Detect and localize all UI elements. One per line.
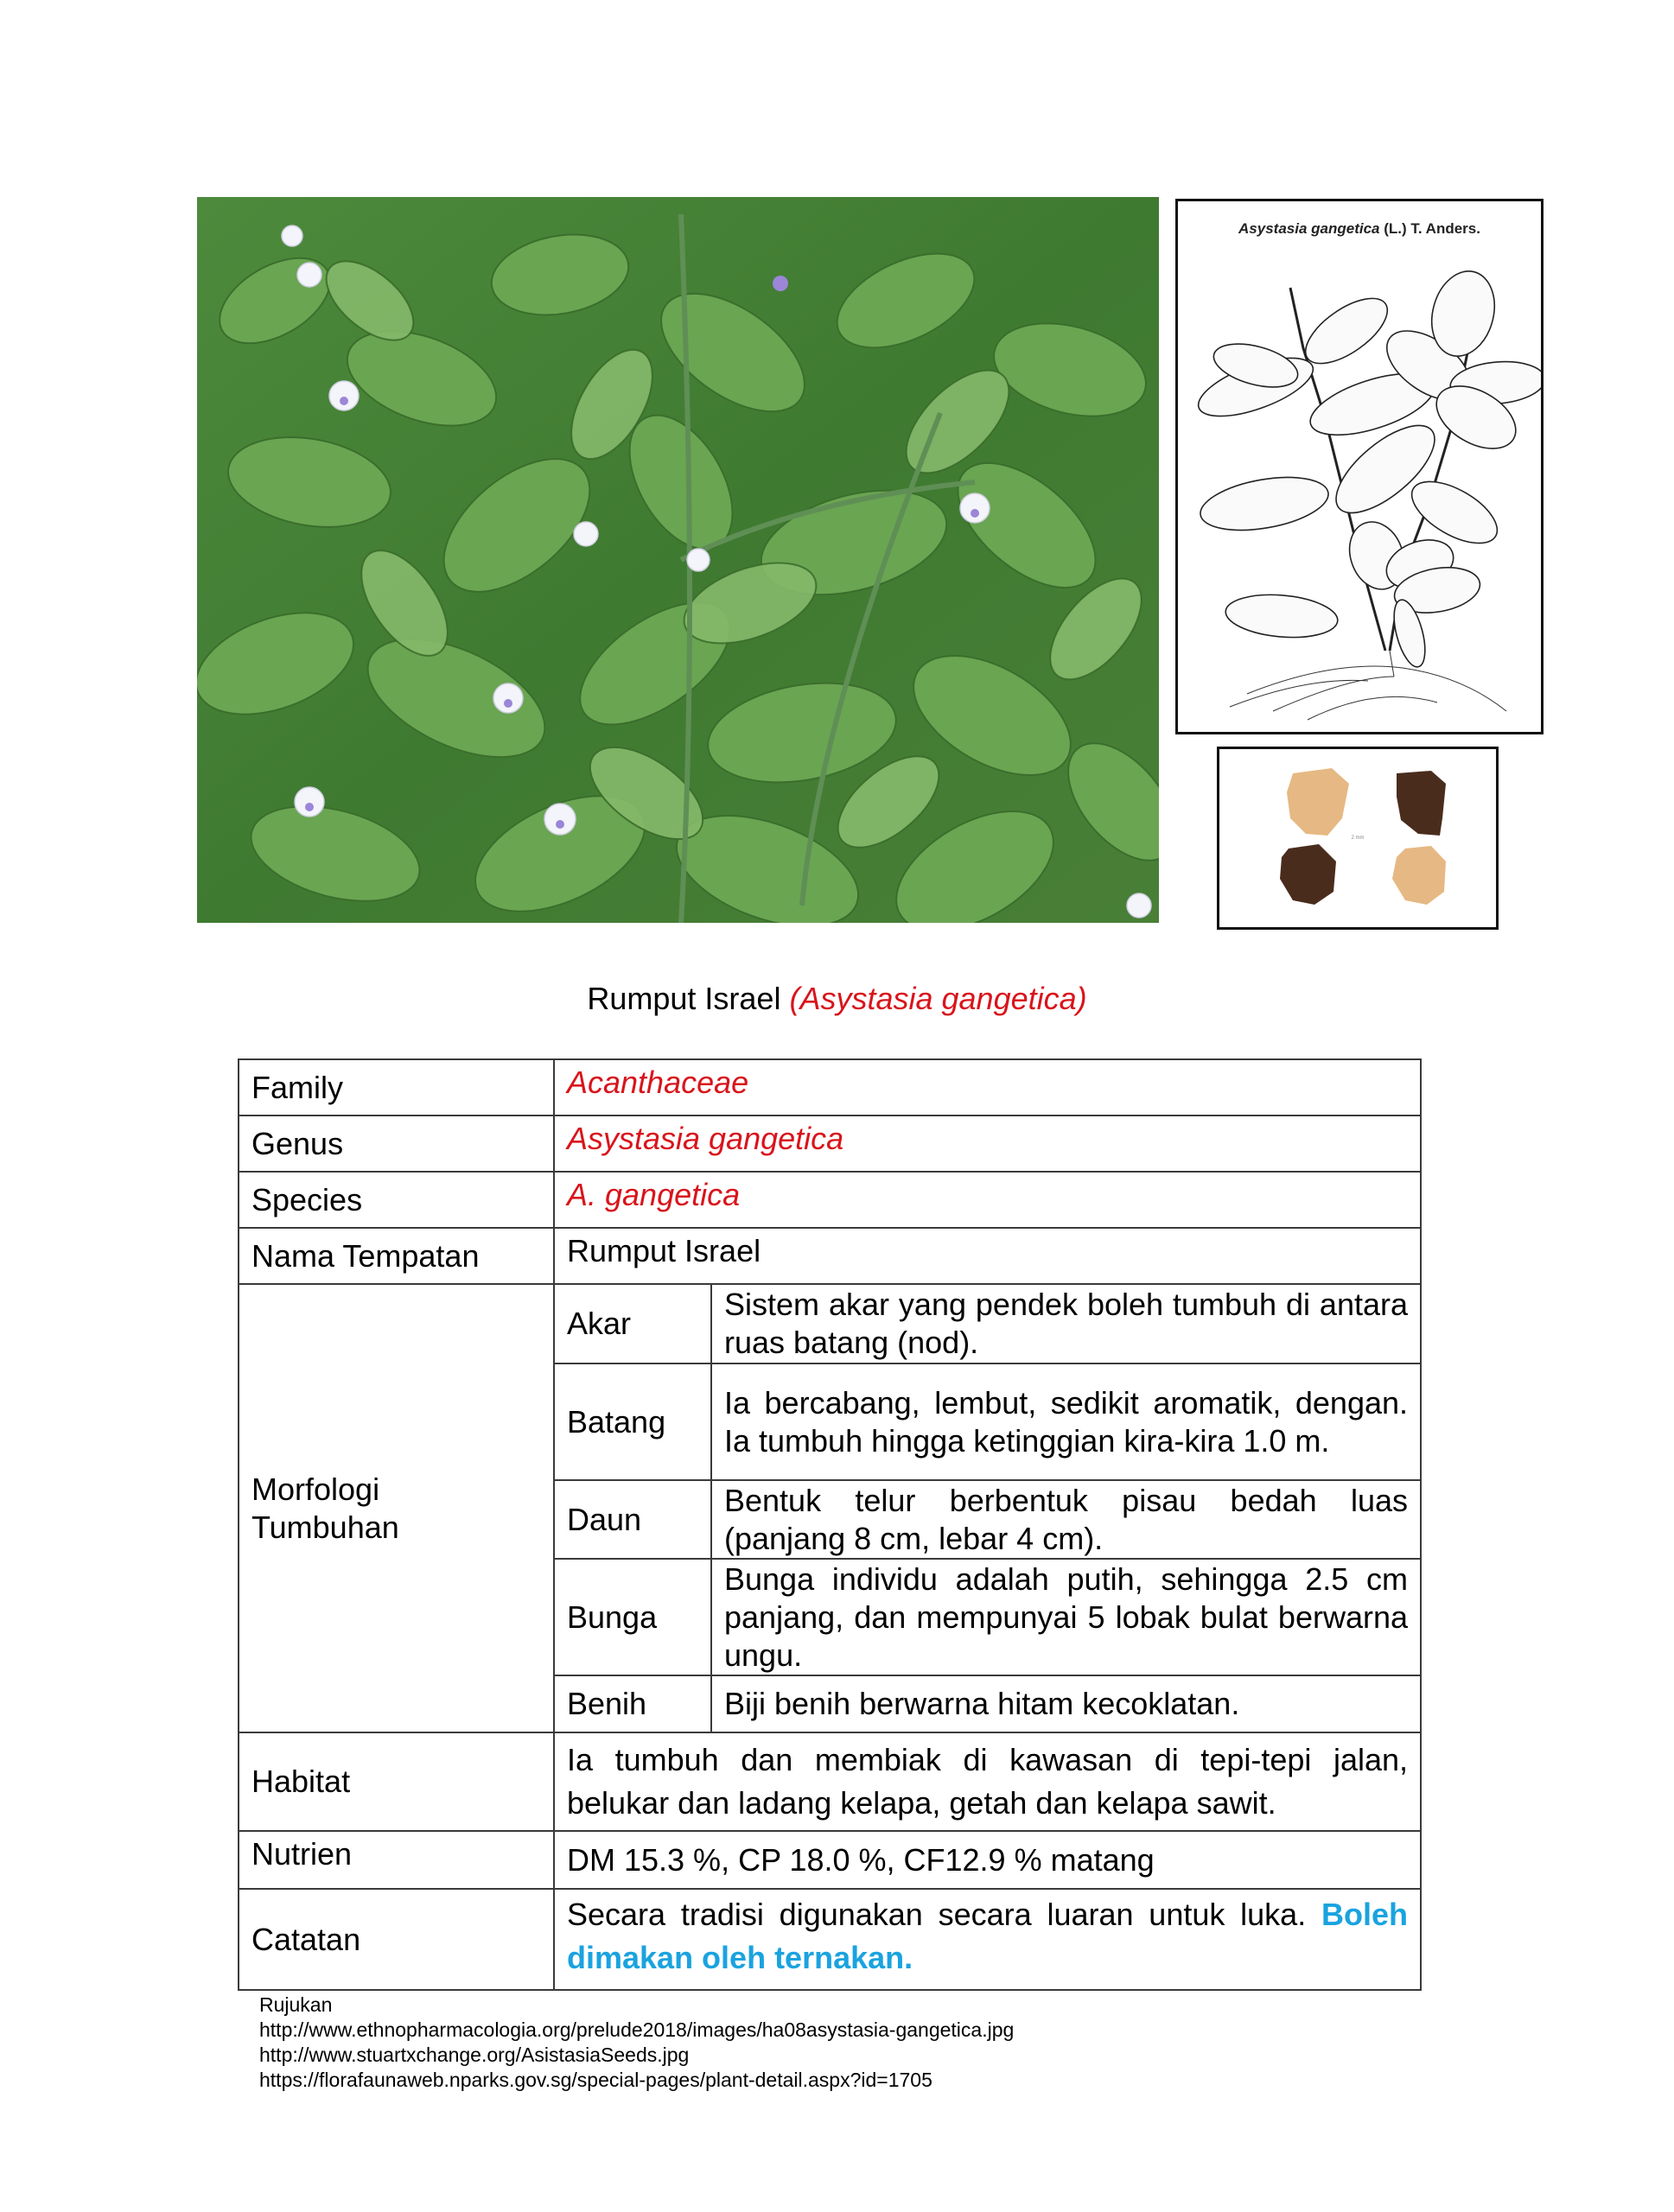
morphology-desc: Bentuk telur berbentuk pisau bedah luas (panjang 8 cm, lebar 4 cm). (711, 1480, 1421, 1559)
seeds-scale-label: 2 mm (1351, 836, 1365, 841)
local-name-label: Nama Tempatan (239, 1228, 554, 1284)
botanical-drawing (1175, 199, 1544, 734)
morphology-part: Daun (554, 1480, 711, 1559)
local-name-value: Rumput Israel (554, 1228, 1421, 1284)
nutrien-label: Nutrien (239, 1831, 554, 1889)
table-row-local-name (239, 1228, 1421, 1284)
reference-link[interactable]: http://www.stuartxchange.org/AsistasiaSeeds.jpg (259, 2044, 690, 2066)
species-value: A. gangetica (554, 1172, 1421, 1228)
morphology-desc: Ia bercabang, lembut, sedikit aromatik, dengan. Ia tumbuh hingga ketinggian kira-kira 1.0 m. (711, 1363, 1421, 1480)
morphology-row-akar (239, 1284, 1421, 1363)
morphology-label (239, 1284, 554, 1732)
plant-photo-graphic (197, 197, 1159, 923)
table-row-catatan (239, 1889, 1421, 1990)
species-label: Species (239, 1172, 554, 1228)
reference-link[interactable]: https://florafaunaweb.nparks.gov.sg/special-pages/plant-detail.aspx?id=1705 (259, 2069, 932, 2091)
morphology-part: Benih (554, 1675, 711, 1732)
reference-link[interactable]: http://www.ethnopharmacologia.org/prelude2018/images/ha08asystasia-gangetica.jpg (259, 2018, 1015, 2041)
habitat-label: Habitat (239, 1732, 554, 1831)
morphology-desc: Bunga individu adalah putih, sehingga 2.5 cm panjang, dan mempunyai 5 lobak bulat berwarna ungu. (711, 1559, 1421, 1675)
table-row-genus (239, 1116, 1421, 1172)
genus-value: Asystasia gangetica (554, 1116, 1421, 1172)
morphology-part: Bunga (554, 1559, 711, 1675)
family-value: Acanthaceae (554, 1059, 1421, 1116)
catatan-label: Catatan (239, 1889, 554, 1990)
morphology-label-line1: Morfologi (251, 1471, 380, 1507)
catatan-highlight: Boleh dimakan oleh ternakan. (567, 1897, 1409, 1975)
seeds-photo (1217, 747, 1499, 930)
plant-sketch-icon (1178, 245, 1541, 728)
caption-common-name: Rumput Israel (587, 981, 790, 1016)
morphology-part: Akar (554, 1284, 711, 1363)
caption-scientific-name: (Asystasia gangetica) (789, 981, 1087, 1016)
table-row-habitat (239, 1732, 1421, 1831)
drawing-title (1178, 220, 1541, 238)
habitat-value: Ia tumbuh dan membiak di kawasan di tepi-tepi jalan, belukar dan ladang kelapa, getah dan kelapa sawit. (554, 1732, 1421, 1831)
morphology-part: Batang (554, 1363, 711, 1480)
morphology-desc: Biji benih berwarna hitam kecoklatan. (711, 1675, 1421, 1732)
drawing-title-species: Asystasia gangetica (1238, 220, 1380, 237)
genus-label: Genus (239, 1116, 554, 1172)
drawing-title-author: (L.) T. Anders. (1379, 220, 1480, 237)
table-row-species (239, 1172, 1421, 1228)
morphology-desc: Sistem akar yang pendek boleh tumbuh di antara ruas batang (nod). (711, 1284, 1421, 1363)
figure-caption (0, 981, 1674, 1017)
nutrien-value: DM 15.3 %, CP 18.0 %, CF12.9 % matang (554, 1831, 1421, 1889)
morphology-label-line2: Tumbuhan (251, 1509, 399, 1545)
plant-photo (197, 197, 1159, 923)
catatan-text: Secara tradisi digunakan secara luaran untuk luka. (567, 1897, 1321, 1932)
references-heading: Rujukan (259, 1993, 333, 2016)
plant-info-table (238, 1058, 1422, 1991)
catatan-value (554, 1889, 1421, 1990)
table-row-family (239, 1059, 1421, 1116)
references (259, 1993, 1014, 2093)
seeds-graphic (1219, 749, 1496, 927)
family-label: Family (239, 1059, 554, 1116)
table-row-nutrien (239, 1831, 1421, 1889)
